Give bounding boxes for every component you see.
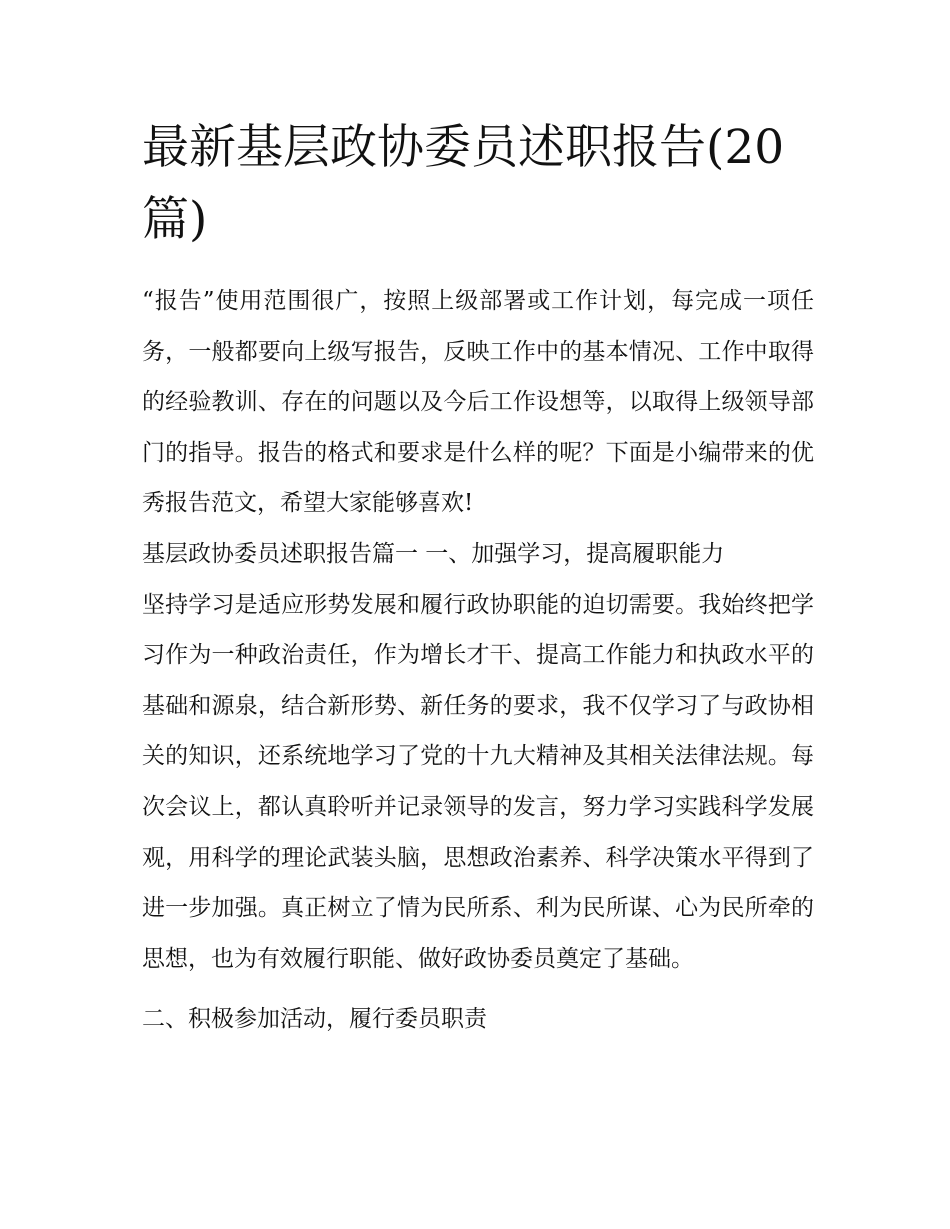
intro-paragraph: “报告”使用范围很广，按照上级部署或工作计划，每完成一项任务，一般都要向上级写报告，反映工作中的基本情况、工作中取得的经验教训、存在的问题以及今后工作设想等，以取得上级领导部门的指导。报告的格式和要求是什么样的呢？下面是小编带来的优秀报告范文，希望大家能够喜欢! [142,288,814,517]
section-2-heading: 二、积极参加活动，履行委员职责 [142,1006,487,1033]
document-title: 最新基层政协委员述职报告(20篇) [142,120,785,247]
section-1-paragraph: 坚持学习是适应形势发展和履行政协职能的迫切需要。我始终把学习作为一种政治责任，作为增长才干、提高工作能力和执政水平的基础和源泉，结合新形势、新任务的要求，我不仅学习了与政协相关的知识，还系统地学习了党的十九大精神及其相关法律法规。每次会议上，都认真聆听并记录领导的发言，努力学习实践科学发展观，用科学的理论武装头脑，思想政治素养、科学决策水平得到了进一步加强。真正树立了情为民所系、利为民所谋、心为民所牵的思想，也为有效履行职能、做好政协委员奠定了基础。 [142,591,814,972]
document-body [142,276,814,1045]
document-page [142,112,814,1045]
section-1-heading: 基层政协委员述职报告篇一 一、加强学习，提高履职能力 [142,540,725,567]
